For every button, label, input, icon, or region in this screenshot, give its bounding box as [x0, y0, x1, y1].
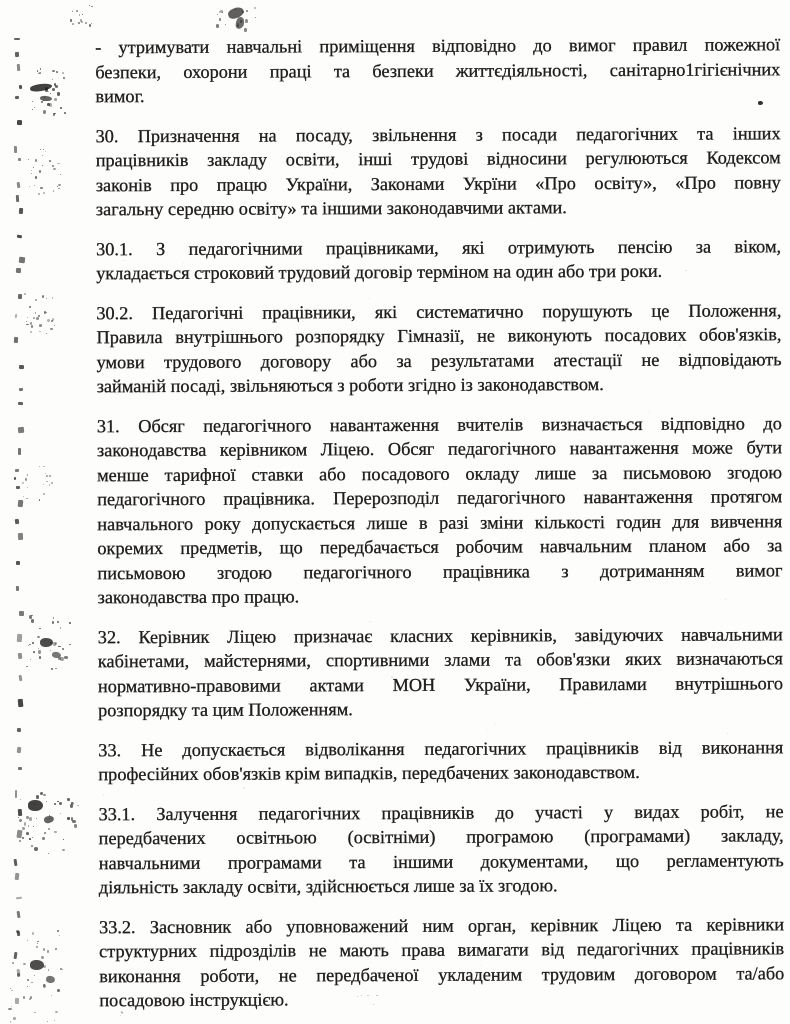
- text-line: окремих предметів, що передбачається робочим навчальним планом або за: [97, 535, 783, 559]
- text-line: 30.1. З педагогічними працівниками, які отримують пенсію за віком,: [96, 235, 782, 259]
- text-line: 30. Призначення на посаду, звільнення з посади педагогічних та інших: [95, 122, 781, 146]
- text-line: педагогічного працівника. Перерозподіл педагогічного навантаження протягом: [97, 486, 783, 510]
- text-line: законодавства керівником Ліцею. Обсяг педагогічного навантаження може бути: [96, 437, 782, 461]
- paragraph-item-33-1: [98, 799, 783, 900]
- text-line: 33.2. Засновник або уповноважений ним орган, керівник Ліцею та керівники: [98, 913, 785, 937]
- text-line: передбачених освітньою (освітніми) програмою (програмами) закладу,: [98, 825, 784, 849]
- text-line: професійних обов'язків крім випадків, передбачених законодавством.: [98, 761, 640, 785]
- paragraph-item-30-1: [96, 234, 781, 286]
- text-line: 32. Керівник Ліцею призначає класних керівників, завідуючих навчальними: [97, 623, 783, 647]
- text-line: посадовою інструкцією.: [99, 989, 289, 1011]
- text-line: 31. Обсяг педагогічного навантаження вчителів визначається відповідно до: [96, 412, 782, 436]
- text-line: укладається строковий трудовий договір терміном на один або три роки.: [96, 260, 663, 284]
- text-line: діяльність закладу освіти, здійснюється лише за їх згодою.: [98, 875, 558, 898]
- text-line: структурних підрозділів не мають права вимагати від педагогічних працівників: [99, 938, 785, 962]
- text-line: працівників закладу освіти, інші трудові відносини регулюються Кодексом: [95, 147, 781, 171]
- paragraph-item-30: [96, 121, 781, 222]
- paragraph-item-30-2: [96, 298, 781, 399]
- text-line: 33.1. Залучення педагогічних працівників до участі у видах робіт, не: [98, 800, 784, 824]
- text-line: 30.2. Педагогічні працівники, які систематично порушують це Положення,: [96, 299, 782, 323]
- text-line: кабінетами, майстернями, спортивними злами та обов'язки яких визначаються: [97, 648, 783, 672]
- paragraph-item-31: [97, 411, 783, 610]
- paragraph-item-33: [98, 735, 783, 787]
- text-line: безпеки, охорони праці та безпеки життєдіяльності, санітарно1гігієнічних: [95, 58, 781, 82]
- text-line: розпорядку та цим Положенням.: [98, 699, 353, 721]
- text-line: умови трудового договору або за результатами атестації не відповідають: [96, 348, 782, 372]
- text-line: Правила внутрішнього розпорядку Гімназії, не виконують посадових обов'язків,: [96, 324, 782, 348]
- text-line: займаній посаді, звільняються з роботи згідно із законодавством.: [96, 374, 604, 397]
- paragraph-item-33-2: [99, 912, 784, 1013]
- text-line: навчального року допускається лише в разі зміни кількості годин для вивчення: [97, 510, 783, 534]
- text-line: вимог.: [95, 86, 145, 107]
- text-line: виконання роботи, не передбаченої укладеним трудовим договором та/або: [99, 962, 785, 986]
- text-line: 33. Не допускається відволікання педагогічних працівників від виконання: [98, 736, 784, 760]
- text-line: менше тарифної ставки або посадового окладу лише за письмовою згодою: [97, 461, 783, 485]
- text-line: письмовою згодою педагогічного працівника з дотриманням вимог: [97, 559, 783, 583]
- text-line: законодавства про працю.: [97, 586, 300, 608]
- text-line: загальну середню освіту» та іншими законодавчими актами.: [95, 197, 567, 220]
- text-line: навчальними програмами та іншими документами, що регламентують: [98, 849, 784, 873]
- paragraph-item-32: [98, 622, 783, 723]
- text-line: - утримувати навчальні приміщення відповідно до вимог правил пожежної: [95, 34, 781, 58]
- text-line: законів про працю України, Законами Укрїни «Про освіту», «Про повну: [95, 171, 781, 195]
- text-line: нормативно-правовими актами МОН України, Правилами внутрішнього: [97, 672, 784, 696]
- paragraph-intro-dash: [95, 32, 780, 108]
